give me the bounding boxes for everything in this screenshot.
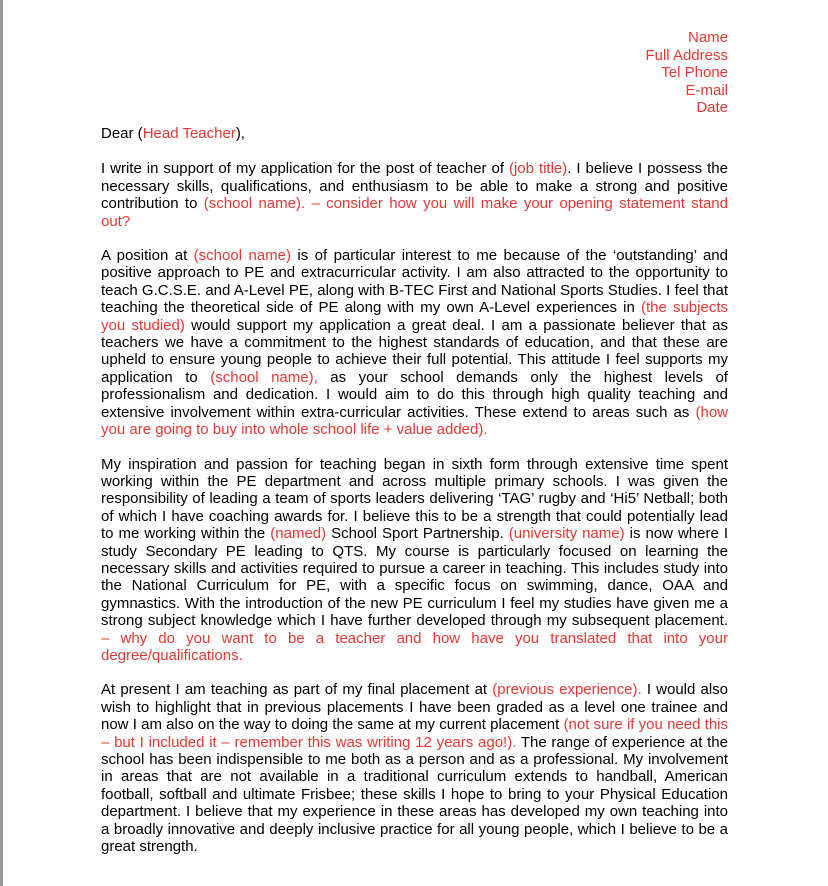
placeholder-text: (school name) <box>193 247 291 265</box>
placeholder-text: (job title) <box>508 160 568 178</box>
body-text: is of particular interest to me because of the ‘outstanding’ and positive approach to PE and extracurricular activity. I am also attracted to the opportunity to teach G.C.S.E. and A-Level PE, along with B-TEC First and National Sports Studies. I feel that teaching the theoretical side of PE along with my own A-Level experiences in <box>101 247 728 317</box>
salutation-prefix: Dear ( <box>101 125 143 142</box>
body-text: I would also wish to highlight that in previous placements I have been graded as a level one trainee and now I am also on the way to doing the same at my current placement <box>101 681 729 734</box>
body-text: A position at <box>101 247 194 265</box>
sender-phone: Tel Phone <box>661 64 728 82</box>
salutation-suffix: ), <box>235 125 245 142</box>
placeholder-text: (previous experience). <box>492 681 642 699</box>
salutation-recipient: Head Teacher <box>142 125 236 142</box>
placeholder-text: (school name), <box>210 368 318 386</box>
placeholder-text: (named) <box>270 525 327 543</box>
sender-address-block <box>645 29 728 117</box>
letter-body <box>101 125 728 872</box>
placeholder-text: (school name). – consider how you will make your opening statement stand out? <box>101 195 728 230</box>
placeholder-text: – why do you want to be a teacher and how have you translated that into your degree/qualifications. <box>101 629 728 664</box>
body-text: as your school demands only the highest levels of professionalism and dedication. I would aim to do this through high quality teaching and extensive involvement within extra-curricular activities. These extend to areas such as <box>101 368 728 421</box>
body-text: I write in support of my application for the post of teacher of <box>101 160 509 178</box>
placeholder-text: (not sure if you need this – but I included it – remember this was writing 12 years ago!). <box>101 716 728 751</box>
body-text: . I believe I possess the necessary skills, qualifications, and enthusiasm to be able to make a strong and positive contribution to <box>101 160 728 213</box>
placeholder-text: (how you are going to buy into whole school life + value added). <box>101 403 728 439</box>
sender-date: Date <box>696 99 728 117</box>
body-text: School Sport Partnership. <box>326 525 509 543</box>
sender-name: Name <box>687 29 728 46</box>
body-text: would support my application a great deal. I am a passionate believer that as teachers we have a commitment to the highest standards of education, and that these are upheld to ensure young people to achieve their full potential. This attitude I feel supports my application to <box>101 316 728 386</box>
body-text: My inspiration and passion for teaching began in sixth form through extensive time spent working within the PE department and across multiple primary schools. I was given the responsibility of leading a team of sports leaders delivering ‘TAG’ rugby and ‘Hi5’ Netball; both of which I have coaching awards for. I believe this to be a strength that could potentially lead to me working within the <box>101 455 728 543</box>
body-text: At present I am teaching as part of my final placement at <box>101 681 493 699</box>
body-paragraph <box>101 160 728 230</box>
placeholder-text: (university name) <box>508 525 625 543</box>
salutation <box>101 125 728 142</box>
body-paragraph <box>101 247 728 438</box>
body-paragraph <box>101 456 728 665</box>
body-paragraph <box>101 681 728 855</box>
sender-address: Full Address <box>645 46 728 64</box>
sender-email: E-mail <box>685 81 728 99</box>
letter-paragraphs <box>101 160 728 855</box>
body-text: The range of experience at the school has been indispensible to me both as a person and as a professional. My involvement in areas that are not available in a traditional curriculum extends to handball, American football, softball and ultimate Frisbee; these skills I hope to bring to your Physical Education department. I believe that my experience in these areas has developed my own teaching into a broadly innovative and deeply inclusive practice for all young people, which I believe to be a great strength. <box>101 733 728 856</box>
body-text: is now where I study Secondary PE leading to QTS. My course is particularly focused on learning the necessary skills and activities required to pursue a career in teaching. This includes study into the National Curriculum for PE, with a specific focus on swimming, dance, OAA and gymnastics. With the introduction of the new PE curriculum I feel my studies have given me a strong subject knowledge which I have further developed through my subsequent placement. <box>101 525 728 630</box>
placeholder-text: (the subjects you studied) <box>101 299 728 334</box>
page-left-edge <box>0 0 3 886</box>
